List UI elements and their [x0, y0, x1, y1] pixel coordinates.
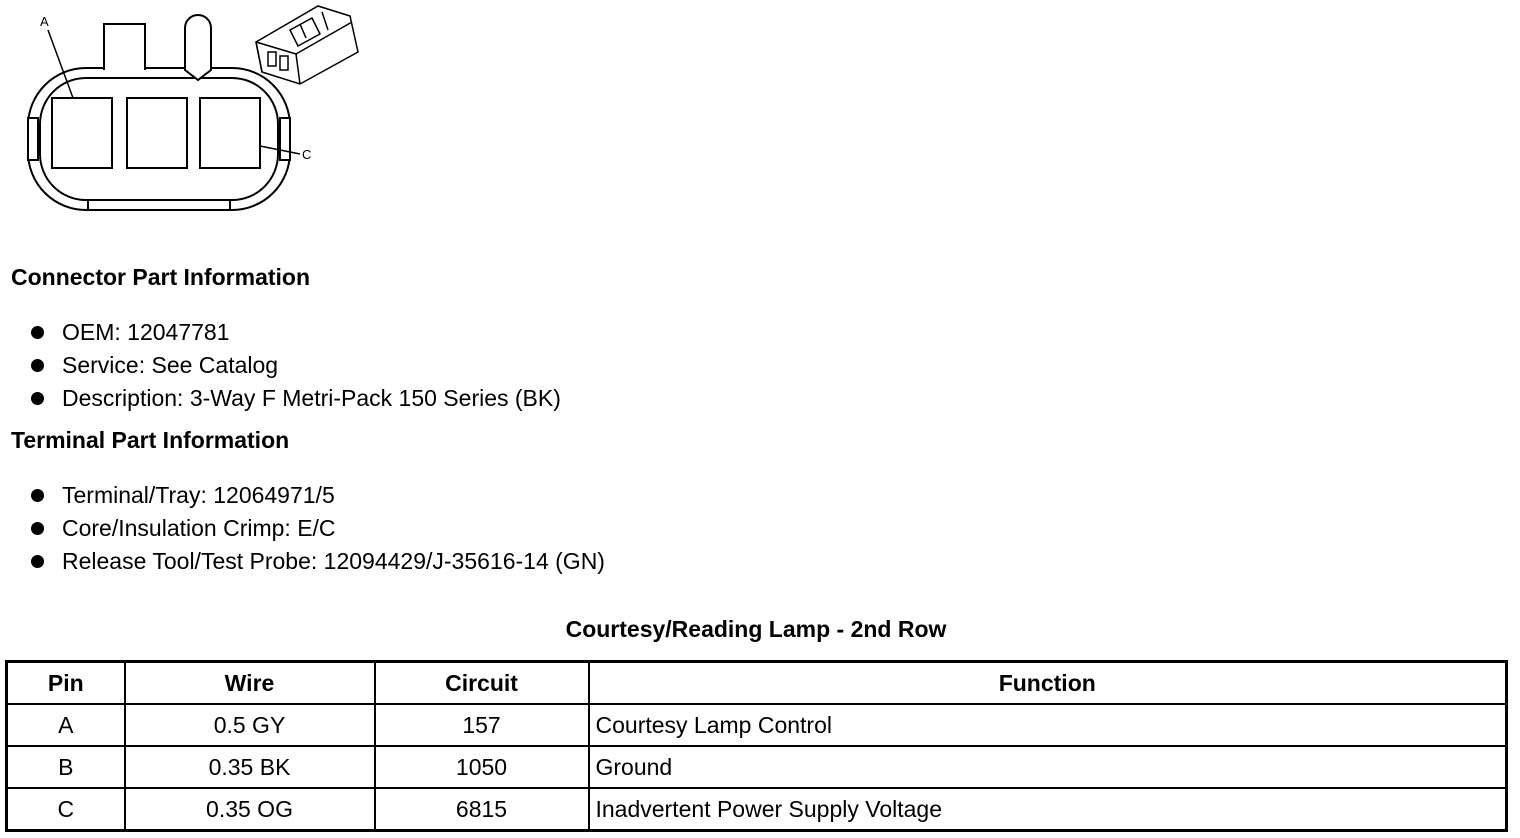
bullet-icon [31, 555, 44, 568]
header-pin: Pin [7, 662, 125, 705]
table-title: Courtesy/Reading Lamp - 2nd Row [565, 616, 947, 642]
list-item: Core/Insulation Crimp: E/C [28, 512, 605, 545]
pinout-table [5, 660, 1508, 832]
bullet-icon [31, 392, 44, 405]
list-item: Terminal/Tray: 12064971/5 [28, 479, 605, 512]
header-function: Function [589, 662, 1507, 705]
cell-function: Inadvertent Power Supply Voltage [589, 788, 1507, 831]
list-item: Description: 3-Way F Metri-Pack 150 Series (BK) [28, 382, 561, 415]
cell-wire: 0.35 BK [125, 746, 375, 788]
terminal-info-list [28, 479, 605, 578]
cell-circuit: 157 [375, 704, 589, 746]
cell-pin: C [7, 788, 125, 831]
connector-info-list [28, 316, 561, 415]
bullet-icon [31, 359, 44, 372]
cell-pin: A [7, 704, 125, 746]
cell-function: Ground [589, 746, 1507, 788]
pin-label-c: C [302, 147, 312, 162]
latch-left [104, 24, 145, 70]
cell-function: Courtesy Lamp Control [589, 704, 1507, 746]
list-item: OEM: 12047781 [28, 316, 561, 349]
bullet-icon [31, 522, 44, 535]
table-row [7, 704, 1507, 746]
cavity-b [127, 98, 187, 168]
table-row [7, 746, 1507, 788]
key-right [185, 15, 211, 80]
cavity-c [200, 98, 260, 168]
list-item: Release Tool/Test Probe: 12094429/J-35616-14 (GN) [28, 545, 605, 578]
table-header-row [7, 662, 1507, 705]
connector-thumbnail [256, 6, 358, 84]
pin-label-a: A [40, 14, 49, 29]
cavity-a [52, 98, 112, 168]
connector-heading: Connector Part Information [11, 264, 311, 290]
bullet-icon [31, 489, 44, 502]
header-wire: Wire [125, 662, 375, 705]
header-circuit: Circuit [375, 662, 589, 705]
terminal-heading: Terminal Part Information [11, 427, 290, 453]
cell-circuit: 6815 [375, 788, 589, 831]
bullet-icon [31, 326, 44, 339]
connector-diagram [0, 0, 380, 230]
cell-wire: 0.5 GY [125, 704, 375, 746]
list-item: Service: See Catalog [28, 349, 561, 382]
cell-circuit: 1050 [375, 746, 589, 788]
table-row [7, 788, 1507, 831]
cell-wire: 0.35 OG [125, 788, 375, 831]
cell-pin: B [7, 746, 125, 788]
